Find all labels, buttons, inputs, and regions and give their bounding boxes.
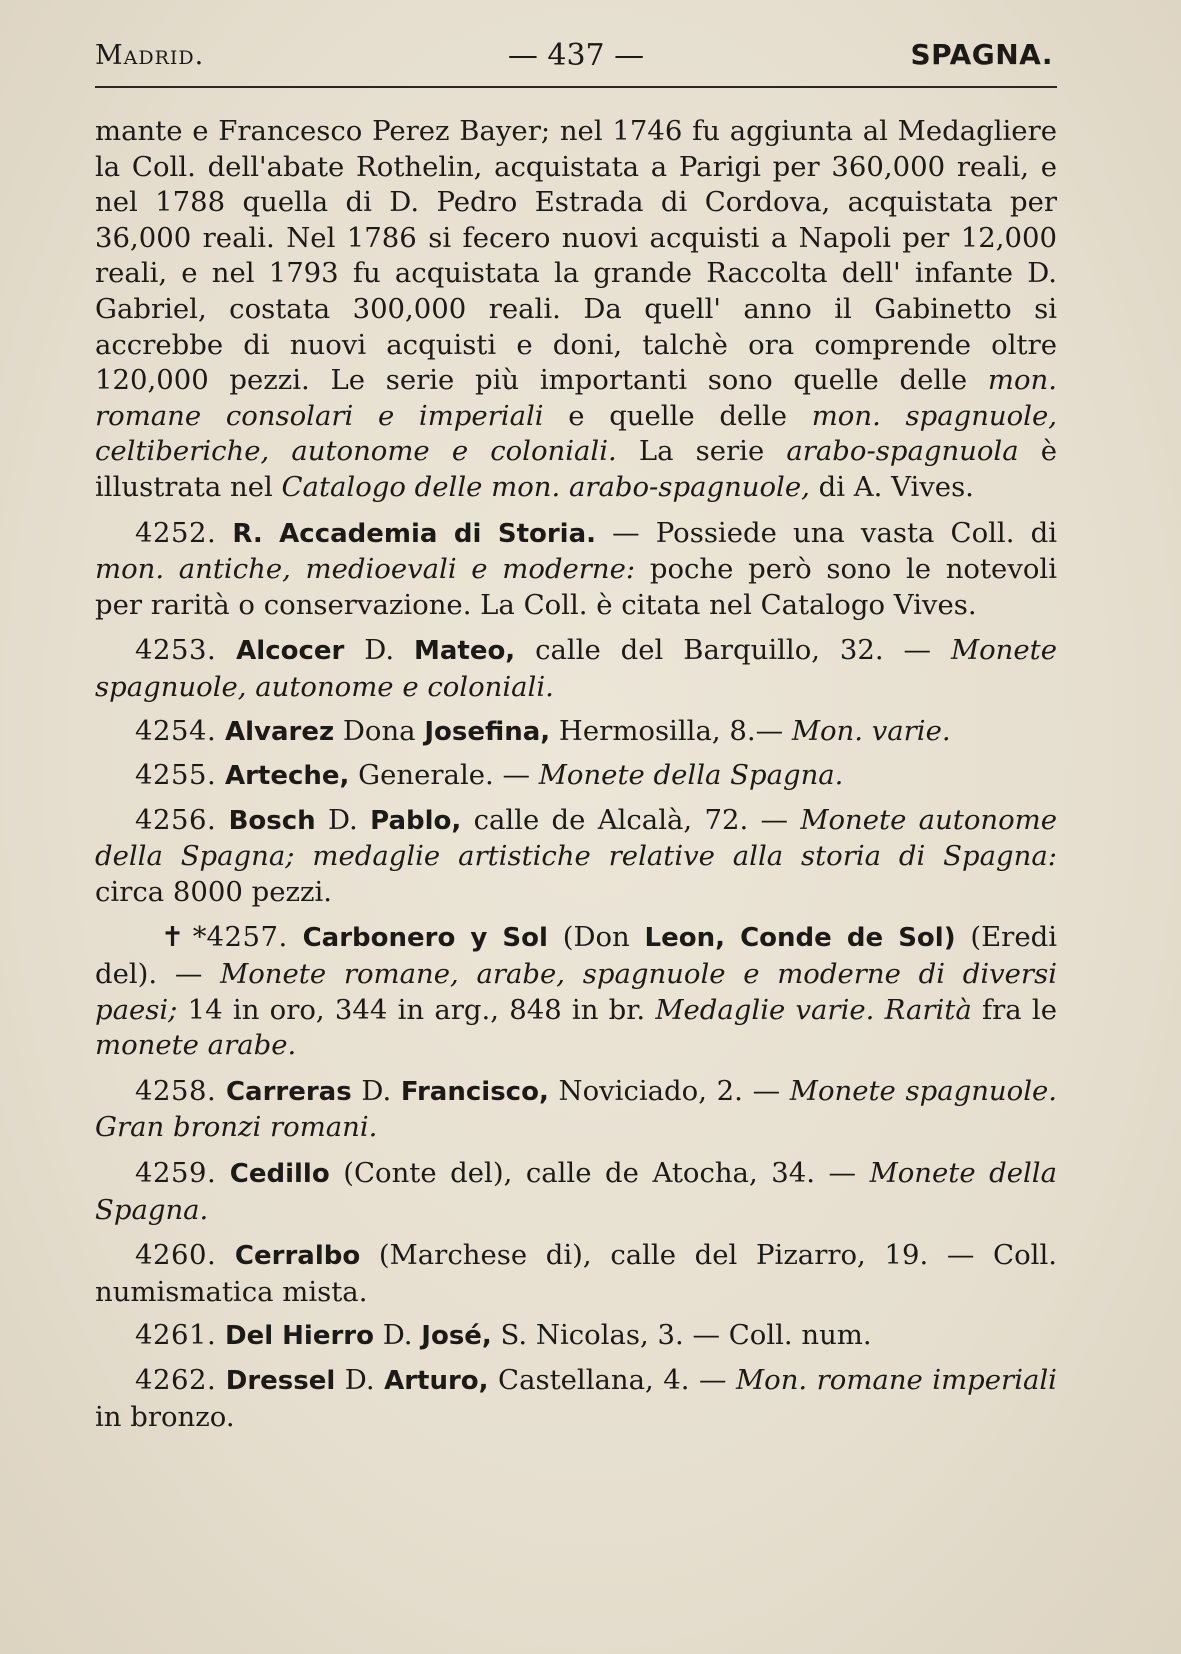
intro-paragraph: mante e Francesco Perez Bayer; nel 1746 fu aggiunta al Medagliere la Coll. dell'abate Rothelin, acquistata a Parigi per 360,000 reali, e nel 1788 quella di D. Pedro Estrada di Cordova, acquistata per 36,000 reali. Nel 1786 si fecero nuovi acquisti a Napoli per 12,000 reali, e nel 1793 fu acquistata la grande Raccolta dell' infante D. Gabriel, costata 300,000 reali. Da quell' anno il Gabinetto si accrebbe di nuovi acquisti e doni, talchè ora comprende oltre 120,000 pezzi. Le serie più importanti sono quelle delle mon. romane consolari e imperiali e quelle delle mon. spagnuole, celtiberiche, autonome e coloniali. La serie arabo-spagnuola è illustrata nel Catalogo delle mon. arabo-spagnuole, di A. Vives.	[95, 115, 1058, 503]
body-text	[95, 114, 1057, 1435]
entry-number: 4258.	[135, 1074, 217, 1107]
entry-name: Carreras	[225, 1076, 352, 1107]
entry-name: Carbonero y Sol	[302, 923, 548, 954]
entry-name: Bosch	[228, 805, 316, 836]
entry-4262: 4262. Dressel D. Arturo, Castellana, 4. — Mon. romane imperiali in bronzo.	[95, 1364, 1057, 1433]
header-country: SPAGNA.	[910, 38, 1053, 71]
entry-number: 4252.	[135, 516, 217, 549]
entry-name: R. Accademia di Storia.	[232, 518, 597, 549]
dagger-mark: ✝ *	[161, 921, 207, 954]
entry-number: 4254.	[135, 714, 217, 747]
entry-number: 4255.	[135, 759, 217, 792]
entry-number: 4257.	[206, 921, 288, 954]
entry-4259: 4259. Cedillo (Conte del), calle de Atocha, 34. — Monete della Spagna.	[95, 1157, 1057, 1226]
entry-4253: 4253. Alcocer D. Mateo, calle del Barquillo, 32. — Monete spagnuole, autonome e coloniali.	[95, 634, 1057, 703]
header-city: Madrid.	[95, 40, 205, 71]
entry-number: 4256.	[135, 803, 217, 836]
entry-4254: 4254. Alvarez Dona Josefina, Hermosilla, 8.— Mon. varie.	[135, 714, 951, 747]
entry-4256: 4256. Bosch D. Pablo, calle de Alcalà, 72. — Monete autonome della Spagna; medaglie artistiche relative alla storia di Spagna: circa 8000 pezzi.	[95, 803, 1058, 908]
page-number: — 437 —	[507, 38, 645, 73]
entry-4261: 4261. Del Hierro D. José, S. Nicolas, 3. — Coll. num.	[135, 1319, 872, 1352]
entry-name: Alvarez	[224, 716, 335, 747]
running-header	[95, 34, 1057, 82]
entry-name: Alcocer	[236, 636, 345, 667]
entry-4255: 4255. Arteche, Generale. — Monete della Spagna.	[135, 759, 844, 792]
entry-number: 4259.	[135, 1157, 217, 1190]
header-rule	[95, 86, 1057, 88]
entry-4258: 4258. Carreras D. Francisco, Noviciado, 2. — Monete spagnuole. Gran bronzi romani.	[95, 1074, 1058, 1144]
entry-number: 4253.	[135, 634, 217, 667]
entry-name: Arteche,	[224, 761, 350, 792]
entry-number: 4261.	[135, 1319, 217, 1352]
entry-4257: ✝ *4257. Carbonero y Sol (Don Leon, Conde de Sol) (Eredi del). — Monete romane, arabe, spagnuole e moderne di diversi paesi; 14 in oro, 344 in arg., 848 in br. Medaglie varie. Rarità fra le monete arabe.	[95, 921, 1057, 1062]
entry-name: Cerralbo	[234, 1241, 361, 1272]
entry-number: 4262.	[135, 1364, 217, 1396]
entry-name: Dressel	[225, 1366, 336, 1396]
entry-name: Del Hierro	[224, 1321, 374, 1352]
entry-number: 4260.	[135, 1239, 217, 1272]
entry-4260: 4260. Cerralbo (Marchese di), calle del Pizarro, 19. — Coll. numismatica mista.	[95, 1239, 1057, 1308]
entry-4252: 4252. R. Accademia di Storia. — Possiede una vasta Coll. di mon. antiche, medioevali e moderne: poche però sono le notevoli per rarità o conservazione. La Coll. è citata nel Catalogo Vives.	[95, 516, 1058, 621]
entry-name: Cedillo	[229, 1159, 330, 1190]
